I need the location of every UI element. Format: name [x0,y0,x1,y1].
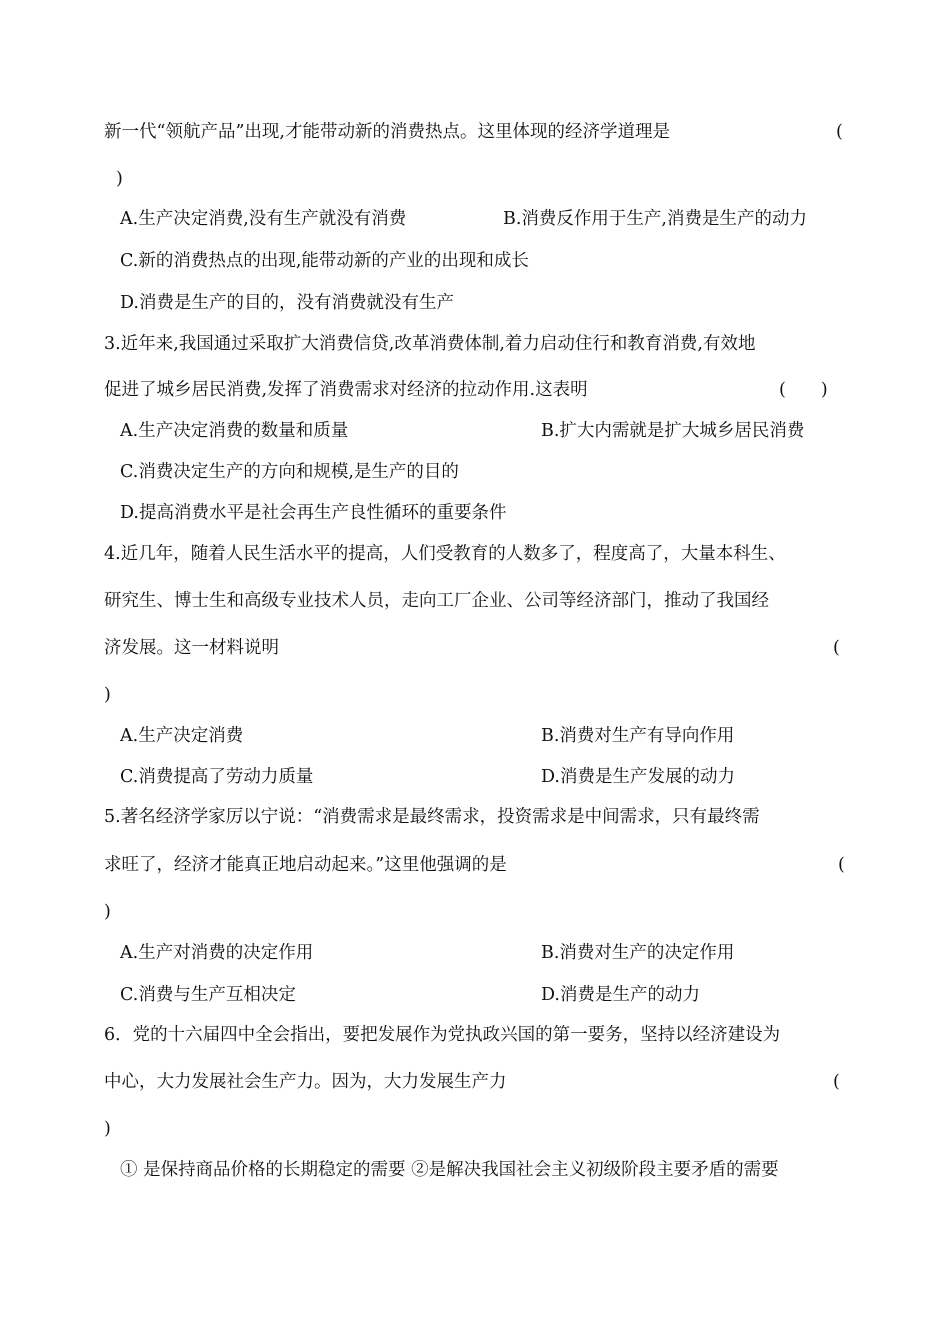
q4-option-b: B.消费对生产有导向作用 [541,726,735,746]
q6-paren-close: ) [104,1119,111,1139]
q5-option-c: C.消费与生产互相决定 [120,985,296,1005]
q2-option-b: B.消费反作用于生产,消费是生产的动力 [503,209,807,229]
q4-paren-open: ( [833,638,840,658]
q5-paren-close: ) [104,902,111,922]
q4-paren-close: ) [104,685,111,705]
q4-stem-line1: 4.近几年，随着人民生活水平的提高，人们受教育的人数多了，程度高了，大量本科生、 [104,544,786,564]
q4-option-d: D.消费是生产发展的动力 [541,767,735,787]
q2-stem-line1: 新一代“领航产品”出现,才能带动新的消费热点。这里体现的经济学道理是 [104,122,670,142]
q5-option-a: A.生产对消费的决定作用 [120,943,314,963]
q6-stem-line1: 6．党的十六届四中全会指出，要把发展作为党执政兴国的第一要务，坚持以经济建设为 [104,1025,781,1045]
q5-stem-line2: 求旺了，经济才能真正地启动起来。”这里他强调的是 [104,855,507,875]
q6-options-line: ① 是保持商品价格的长期稳定的需要 ②是解决我国社会主义初级阶段主要矛盾的需要 [120,1160,779,1180]
q4-option-c: C.消费提高了劳动力质量 [120,767,314,787]
q2-option-d: D.消费是生产的目的，没有消费就没有生产 [120,293,454,313]
q5-option-b: B.消费对生产的决定作用 [541,943,735,963]
q3-option-a: A.生产决定消费的数量和质量 [120,421,349,441]
q3-option-c: C.消费决定生产的方向和规模,是生产的目的 [120,462,459,482]
q3-paren: ( ) [779,380,828,400]
q5-option-d: D.消费是生产的动力 [541,985,700,1005]
q4-stem-line3: 济发展。这一材料说明 [104,638,279,658]
q6-paren-open: ( [833,1072,840,1092]
q5-paren-open: ( [838,855,845,875]
q4-option-a: A.生产决定消费 [120,726,244,746]
q6-stem-line2: 中心，大力发展社会生产力。因为，大力发展生产力 [104,1072,507,1092]
q3-option-d: D.提高消费水平是社会再生产良性循环的重要条件 [120,503,507,523]
q5-stem-line1: 5.著名经济学家厉以宁说：“消费需求是最终需求，投资需求是中间需求，只有最终需 [104,807,760,827]
q2-option-a: A.生产决定消费,没有生产就没有消费 [120,209,407,229]
q3-stem-line1: 3.近年来,我国通过采取扩大消费信贷,改革消费体制,着力启动住行和教育消费,有效地 [104,334,756,354]
q3-option-b: B.扩大内需就是扩大城乡居民消费 [541,421,805,441]
q3-stem-line2: 促进了城乡居民消费,发挥了消费需求对经济的拉动作用.这表明 [104,380,588,400]
q4-stem-line2: 研究生、博士生和高级专业技术人员，走向工厂企业、公司等经济部门，推动了我国经 [104,591,769,611]
q2-paren-open: ( [836,122,843,142]
q2-option-c: C.新的消费热点的出现,能带动新的产业的出现和成长 [120,251,529,271]
q2-paren-close: ) [116,169,123,189]
